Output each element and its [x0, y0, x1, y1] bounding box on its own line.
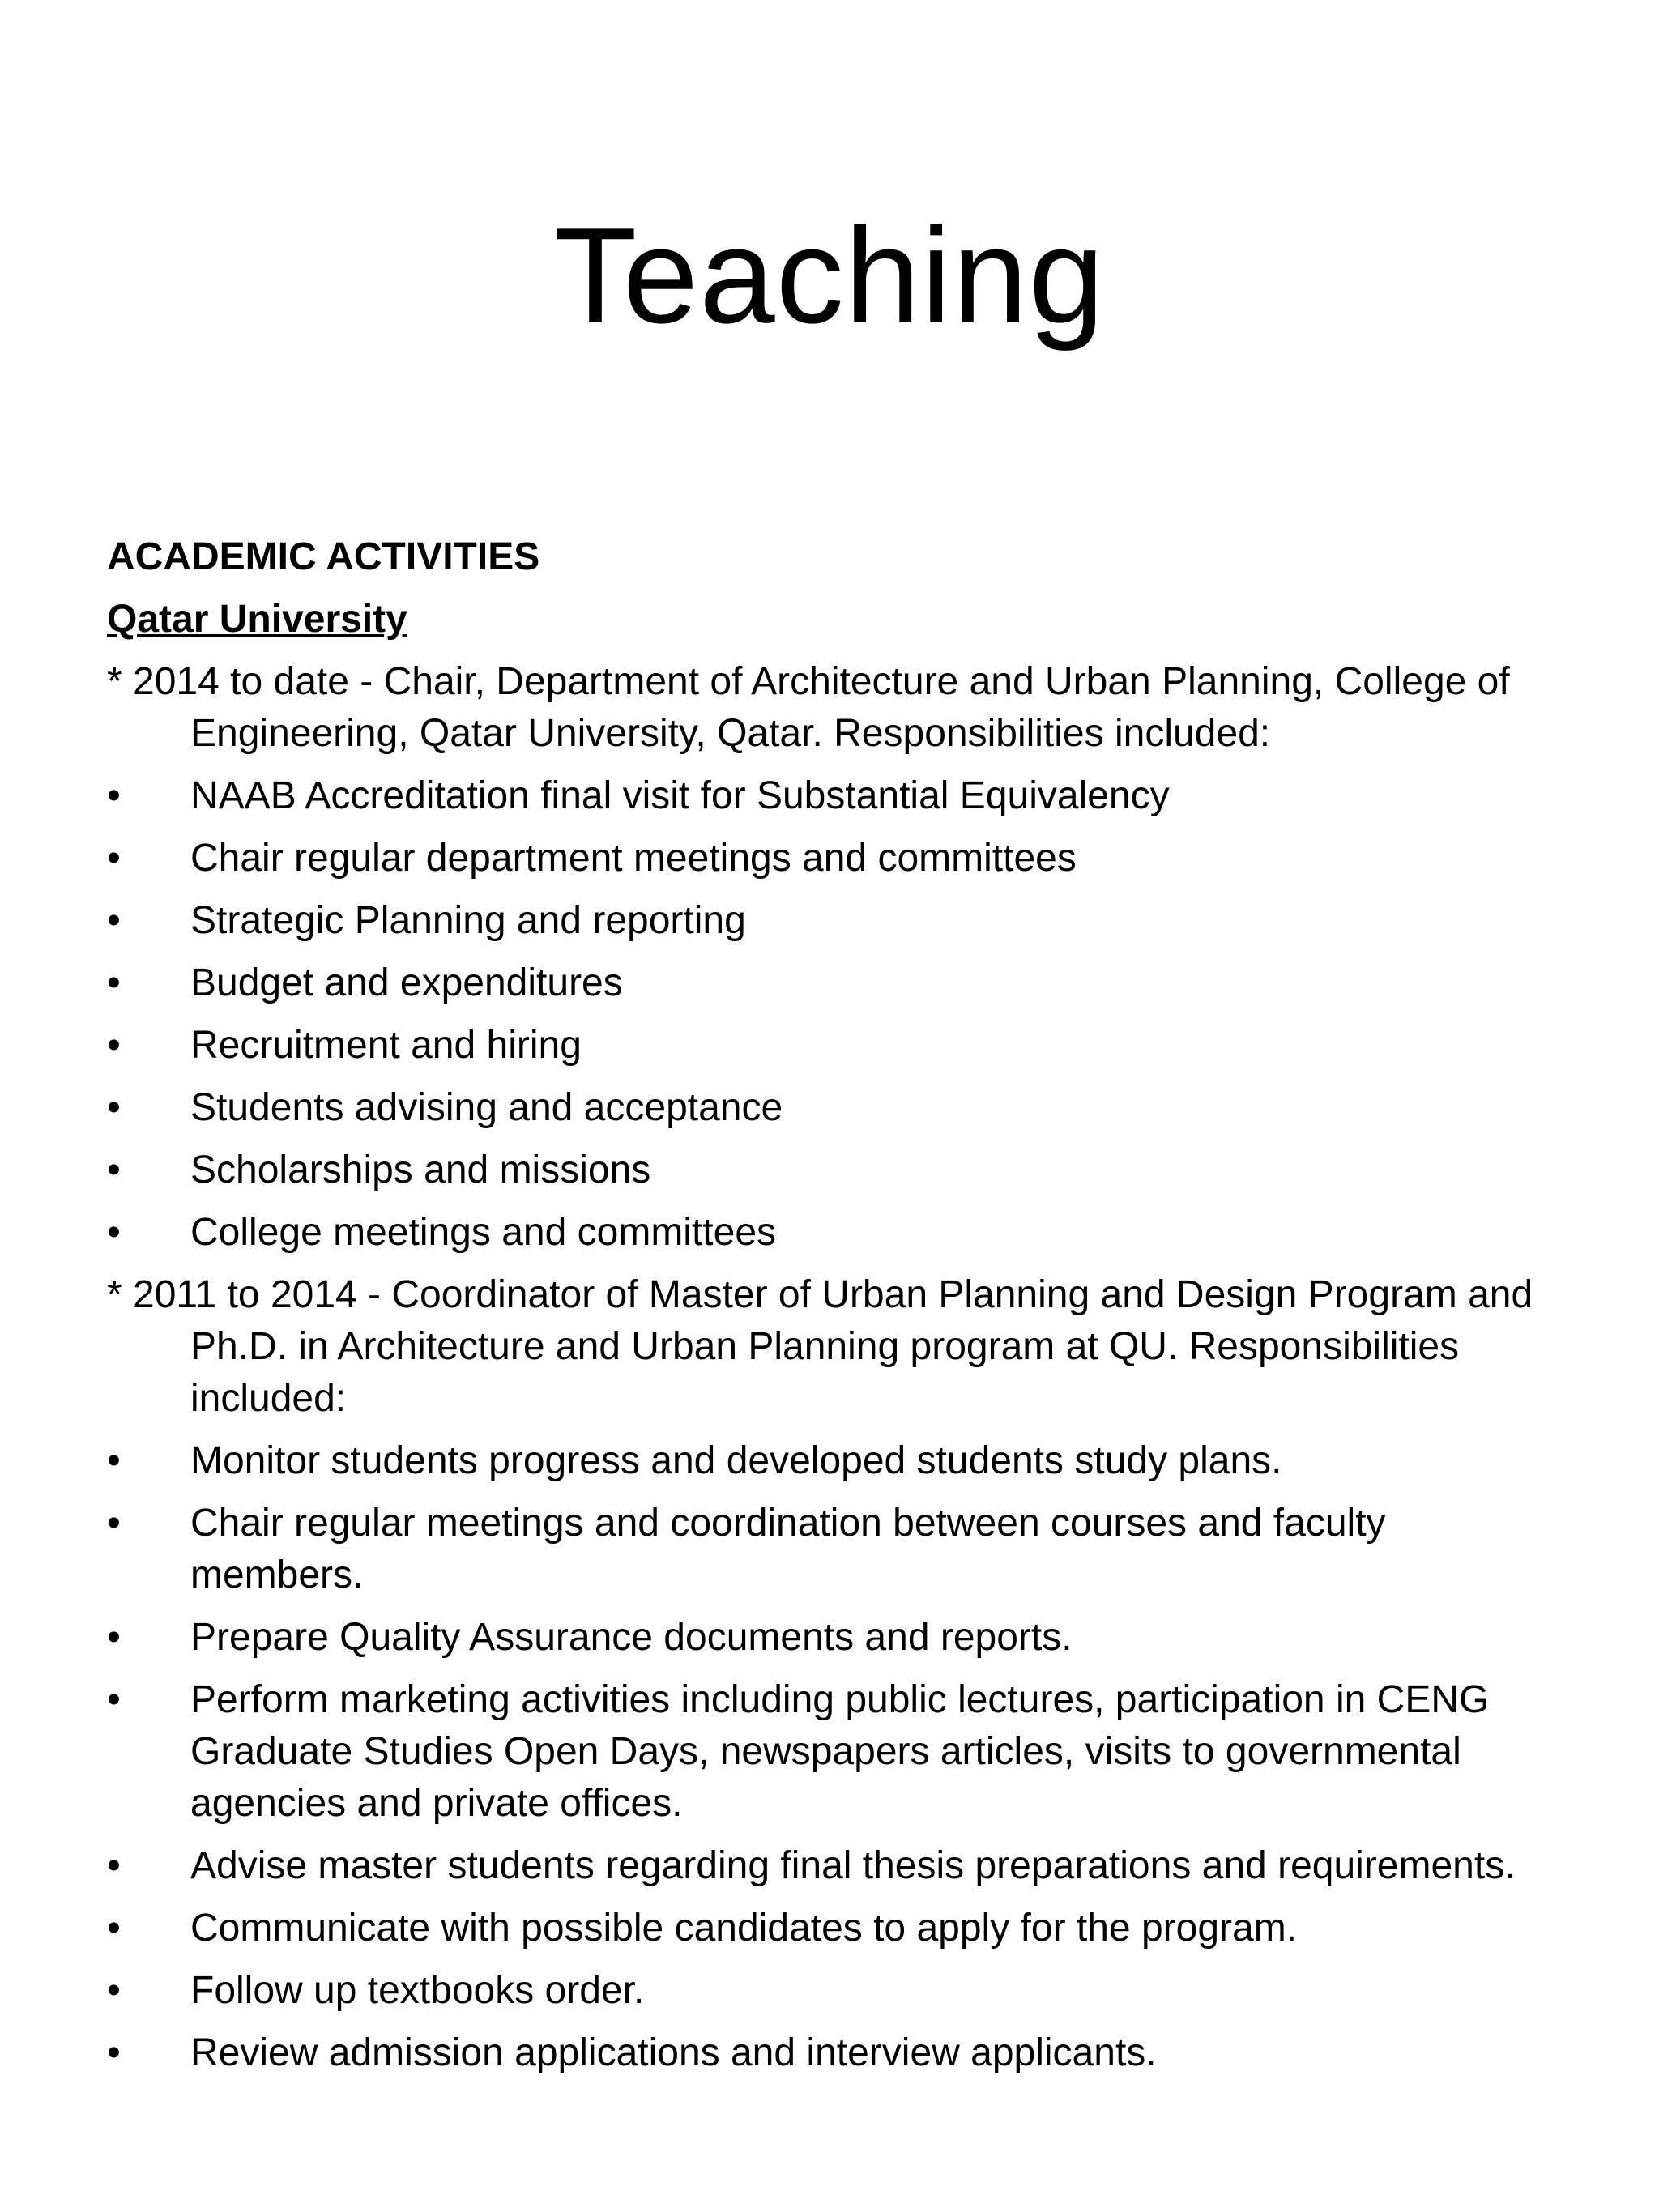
list-item-text: Chair regular meetings and coordination between courses and faculty members. — [190, 1502, 1386, 1596]
organization-heading: Qatar University — [107, 598, 407, 641]
list-item-text: Communicate with possible candidates to apply for the program. — [190, 1907, 1298, 1950]
list-item — [107, 1965, 1565, 2017]
list-item-text: Students advising and acceptance — [190, 1086, 783, 1129]
list-item — [107, 1840, 1565, 1892]
entry-coordinator: * 2011 to 2014 - Coordinator of Master of Urban Planning and Design Program and Ph.D. in Architecture and Urban Planning program at QU. Responsibilities included: — [107, 1273, 1533, 1420]
list-item — [107, 1903, 1565, 1954]
bullet-glyph: • — [107, 2031, 121, 2074]
bullet-glyph: • — [107, 837, 121, 880]
list-item — [107, 2027, 1565, 2079]
slide-title: Teaching — [553, 199, 1106, 352]
list-item — [107, 1020, 1565, 1072]
bullet-glyph: • — [107, 1024, 121, 1067]
list-item-text: Review admission applications and interview applicants. — [190, 2031, 1157, 2074]
list-item-text: NAAB Accreditation final visit for Substantial Equivalency — [190, 774, 1170, 817]
list-item — [107, 1498, 1565, 1601]
bullet-glyph: • — [107, 899, 121, 942]
list-item — [107, 895, 1565, 947]
list-item-text: Prepare Quality Assurance documents and reports. — [190, 1616, 1073, 1659]
list-item — [107, 1435, 1565, 1487]
list-item — [107, 1082, 1565, 1134]
list-item-text: Budget and expenditures — [190, 961, 623, 1004]
list-item-text: College meetings and committees — [190, 1211, 777, 1254]
list-item-text: Chair regular department meetings and committees — [190, 837, 1077, 880]
bullet-glyph: • — [107, 1211, 121, 1254]
list-item — [107, 1207, 1565, 1259]
list-item-text: Advise master students regarding final thesis preparations and requirements. — [190, 1844, 1516, 1887]
bullet-glyph: • — [107, 1844, 121, 1887]
slide-content — [107, 531, 1565, 2090]
list-item — [107, 1144, 1565, 1196]
list-item-text: Scholarships and missions — [190, 1149, 651, 1191]
bullet-glyph: • — [107, 1969, 121, 2012]
list-item — [107, 957, 1565, 1009]
list-item-text: Monitor students progress and developed students study plans. — [190, 1439, 1282, 1482]
list-item-text: Strategic Planning and reporting — [190, 899, 746, 942]
list-item-text: Recruitment and hiring — [190, 1024, 582, 1067]
bullet-glyph: • — [107, 1907, 121, 1950]
list-item — [107, 770, 1565, 822]
list-item — [107, 1612, 1565, 1664]
bullet-glyph: • — [107, 774, 121, 817]
list-item — [107, 833, 1565, 884]
section-heading: ACADEMIC ACTIVITIES — [107, 535, 540, 578]
list-item-text: Follow up textbooks order. — [190, 1969, 645, 2012]
entry-chair: * 2014 to date - Chair, Department of Architecture and Urban Planning, College of Engineering, Qatar University, Qatar. Responsibilities included: — [107, 660, 1510, 755]
list-item — [107, 1674, 1565, 1830]
bullet-glyph: • — [107, 1439, 121, 1482]
bullet-glyph: • — [107, 1086, 121, 1129]
bullet-glyph: • — [107, 1149, 121, 1191]
list-item-text: Perform marketing activities including public lectures, participation in CENG Graduate Studies Open Days, newspapers articles, visits to governmental agencies and private offices. — [190, 1678, 1490, 1825]
bullet-glyph: • — [107, 1678, 121, 1721]
bullet-glyph: • — [107, 1502, 121, 1545]
bullet-glyph: • — [107, 1616, 121, 1659]
bullet-glyph: • — [107, 961, 121, 1004]
